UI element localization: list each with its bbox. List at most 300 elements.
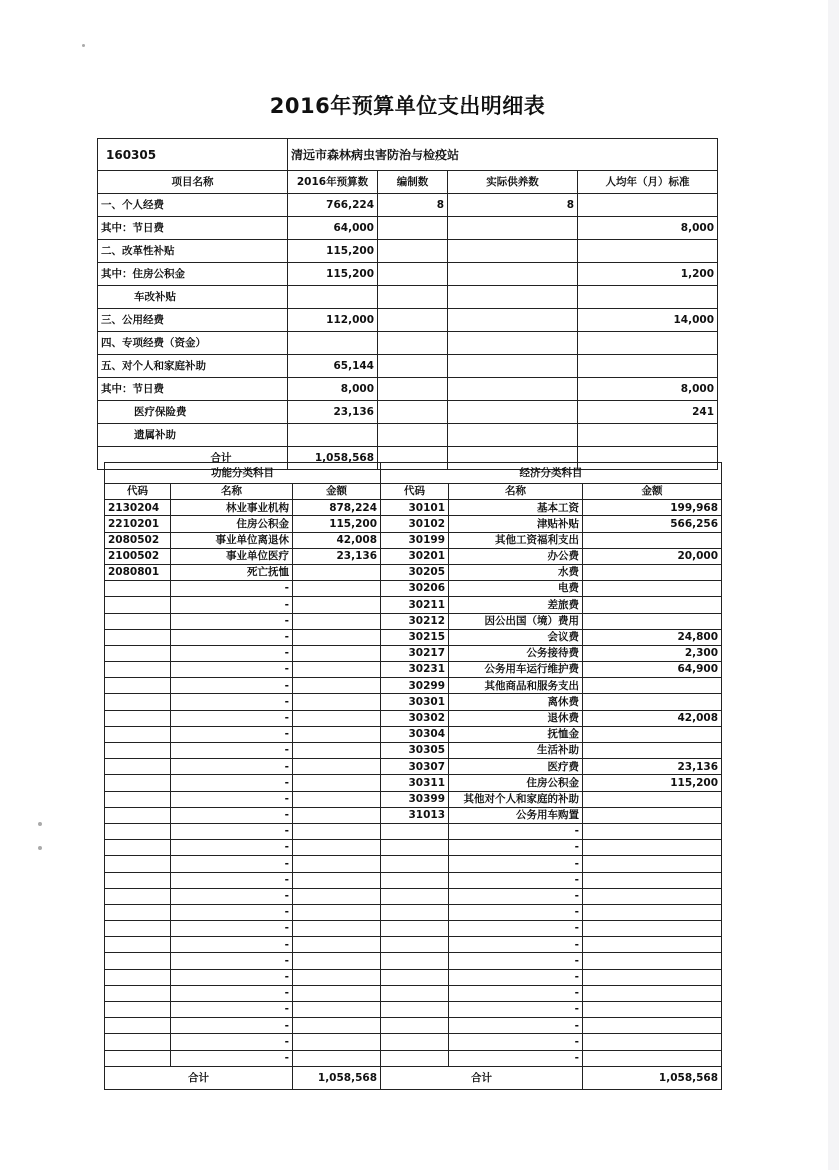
functional-code	[105, 1034, 171, 1050]
economic-amount	[583, 856, 722, 872]
economic-name: 抚恤金	[449, 726, 583, 742]
economic-amount-header: 金额	[583, 484, 722, 500]
staff-count	[378, 355, 448, 378]
functional-name: 死亡抚恤	[171, 564, 293, 580]
table-row	[105, 1034, 722, 1050]
functional-code	[105, 807, 171, 823]
per-capita-standard: 14,000	[578, 309, 718, 332]
budget-amount: 112,000	[288, 309, 378, 332]
actual-count	[448, 332, 578, 355]
per-capita-standard	[578, 240, 718, 263]
functional-code: 2080502	[105, 532, 171, 548]
actual-count	[448, 217, 578, 240]
functional-amount	[293, 564, 381, 580]
staff-count	[378, 240, 448, 263]
item-name: 其中：节日费	[98, 217, 288, 240]
functional-name: -	[171, 662, 293, 678]
economic-code: 30217	[381, 645, 449, 661]
economic-name: 津贴补贴	[449, 516, 583, 532]
detail-total-row	[105, 1066, 722, 1089]
economic-amount	[583, 823, 722, 839]
functional-amount	[293, 807, 381, 823]
economic-name: -	[449, 856, 583, 872]
economic-code	[381, 1018, 449, 1034]
functional-name: -	[171, 840, 293, 856]
economic-code	[381, 872, 449, 888]
economic-code	[381, 840, 449, 856]
table-row	[105, 629, 722, 645]
actual-count	[448, 424, 578, 447]
functional-name: -	[171, 937, 293, 953]
economic-code	[381, 856, 449, 872]
table-row	[105, 645, 722, 661]
economic-amount: 23,136	[583, 759, 722, 775]
functional-name: -	[171, 645, 293, 661]
summary-row	[98, 240, 718, 263]
table-row	[105, 581, 722, 597]
economic-code: 30311	[381, 775, 449, 791]
economic-code: 30302	[381, 710, 449, 726]
functional-amount	[293, 629, 381, 645]
summary-total-amount: 1,058,568	[288, 447, 378, 470]
economic-total-label: 合计	[381, 1066, 583, 1089]
economic-amount	[583, 694, 722, 710]
functional-code	[105, 856, 171, 872]
economic-amount	[583, 807, 722, 823]
economic-code	[381, 1050, 449, 1066]
economic-name: -	[449, 872, 583, 888]
functional-amount	[293, 888, 381, 904]
functional-amount	[293, 969, 381, 985]
functional-code	[105, 840, 171, 856]
header-item-name: 项目名称	[98, 171, 288, 194]
economic-name: -	[449, 823, 583, 839]
budget-amount	[288, 424, 378, 447]
functional-name: -	[171, 759, 293, 775]
item-name: 车改补贴	[98, 286, 288, 309]
economic-amount	[583, 969, 722, 985]
table-row	[105, 1018, 722, 1034]
functional-name: -	[171, 678, 293, 694]
unit-name: 清远市森林病虫害防治与检疫站	[288, 139, 718, 171]
economic-name: 差旅费	[449, 597, 583, 613]
economic-name: 电费	[449, 581, 583, 597]
table-row	[105, 678, 722, 694]
summary-row	[98, 309, 718, 332]
economic-code: 30305	[381, 743, 449, 759]
economic-code: 30206	[381, 581, 449, 597]
header-actual: 实际供养数	[448, 171, 578, 194]
economic-name: 退休费	[449, 710, 583, 726]
economic-code	[381, 904, 449, 920]
staff-count	[378, 401, 448, 424]
per-capita-standard: 8,000	[578, 378, 718, 401]
actual-count	[448, 263, 578, 286]
economic-name-header: 名称	[449, 484, 583, 500]
table-row	[105, 597, 722, 613]
functional-code	[105, 1018, 171, 1034]
economic-name: 离休费	[449, 694, 583, 710]
economic-amount	[583, 678, 722, 694]
economic-name: -	[449, 1002, 583, 1018]
functional-total-label: 合计	[105, 1066, 293, 1089]
functional-code: 2130204	[105, 500, 171, 516]
functional-code	[105, 694, 171, 710]
economic-code: 30199	[381, 532, 449, 548]
functional-code	[105, 953, 171, 969]
budget-amount: 65,144	[288, 355, 378, 378]
economic-name: -	[449, 1050, 583, 1066]
economic-amount	[583, 872, 722, 888]
summary-row	[98, 263, 718, 286]
economic-name: 水费	[449, 564, 583, 580]
functional-amount	[293, 743, 381, 759]
table-row	[105, 921, 722, 937]
functional-amount	[293, 904, 381, 920]
section-header-row	[105, 463, 722, 484]
functional-amount	[293, 823, 381, 839]
economic-amount	[583, 888, 722, 904]
functional-amount	[293, 759, 381, 775]
functional-name: -	[171, 597, 293, 613]
economic-section-header: 经济分类科目	[381, 463, 722, 484]
functional-code	[105, 921, 171, 937]
budget-amount	[288, 332, 378, 355]
staff-count	[378, 309, 448, 332]
functional-amount	[293, 775, 381, 791]
economic-amount	[583, 921, 722, 937]
economic-name: 公务用车购置	[449, 807, 583, 823]
summary-row	[98, 286, 718, 309]
table-row	[105, 823, 722, 839]
economic-amount	[583, 904, 722, 920]
economic-name: -	[449, 904, 583, 920]
economic-name: 基本工资	[449, 500, 583, 516]
summary-row	[98, 424, 718, 447]
economic-amount: 199,968	[583, 500, 722, 516]
item-name: 其中：住房公积金	[98, 263, 288, 286]
functional-name: -	[171, 807, 293, 823]
table-row	[105, 759, 722, 775]
table-row	[105, 500, 722, 516]
scan-speck	[38, 822, 42, 826]
economic-code: 30101	[381, 500, 449, 516]
table-row	[105, 985, 722, 1001]
economic-amount	[583, 985, 722, 1001]
table-row	[105, 1050, 722, 1066]
economic-code	[381, 985, 449, 1001]
actual-count: 8	[448, 194, 578, 217]
economic-name: 办公费	[449, 548, 583, 564]
functional-name: -	[171, 823, 293, 839]
functional-amount	[293, 710, 381, 726]
economic-code-header: 代码	[381, 484, 449, 500]
per-capita-standard	[578, 332, 718, 355]
economic-name: 会议费	[449, 629, 583, 645]
functional-code	[105, 904, 171, 920]
table-row	[105, 548, 722, 564]
economic-code: 31013	[381, 807, 449, 823]
table-row	[105, 516, 722, 532]
budget-amount: 115,200	[288, 240, 378, 263]
budget-amount: 766,224	[288, 194, 378, 217]
economic-code	[381, 969, 449, 985]
economic-total-amount: 1,058,568	[583, 1066, 722, 1089]
economic-code	[381, 823, 449, 839]
summary-row	[98, 401, 718, 424]
staff-count	[378, 217, 448, 240]
budget-amount: 8,000	[288, 378, 378, 401]
economic-name: -	[449, 1034, 583, 1050]
functional-code	[105, 662, 171, 678]
economic-name: 医疗费	[449, 759, 583, 775]
economic-amount	[583, 1002, 722, 1018]
staff-count: 8	[378, 194, 448, 217]
functional-amount	[293, 985, 381, 1001]
item-name: 医疗保险费	[98, 401, 288, 424]
economic-amount: 64,900	[583, 662, 722, 678]
economic-amount	[583, 581, 722, 597]
economic-name: -	[449, 840, 583, 856]
functional-code	[105, 597, 171, 613]
table-row	[105, 953, 722, 969]
functional-code	[105, 581, 171, 597]
economic-amount	[583, 564, 722, 580]
economic-amount: 24,800	[583, 629, 722, 645]
functional-name: 住房公积金	[171, 516, 293, 532]
economic-code: 30231	[381, 662, 449, 678]
actual-count	[448, 378, 578, 401]
functional-amount-header: 金额	[293, 484, 381, 500]
economic-code: 30102	[381, 516, 449, 532]
budget-summary-table	[97, 138, 718, 470]
per-capita-standard: 241	[578, 401, 718, 424]
functional-code	[105, 775, 171, 791]
item-name: 一、个人经费	[98, 194, 288, 217]
per-capita-standard: 1,200	[578, 263, 718, 286]
functional-name: -	[171, 743, 293, 759]
economic-code	[381, 937, 449, 953]
table-row	[105, 613, 722, 629]
functional-name: -	[171, 613, 293, 629]
actual-count	[448, 240, 578, 263]
economic-amount	[583, 791, 722, 807]
functional-amount: 42,008	[293, 532, 381, 548]
table-row	[105, 840, 722, 856]
staff-count	[378, 424, 448, 447]
functional-name: -	[171, 985, 293, 1001]
functional-name: -	[171, 888, 293, 904]
per-capita-standard	[578, 355, 718, 378]
functional-name: 事业单位医疗	[171, 548, 293, 564]
table-row	[105, 904, 722, 920]
functional-name: -	[171, 726, 293, 742]
functional-amount	[293, 1002, 381, 1018]
per-capita-standard	[578, 286, 718, 309]
economic-name: 其他对个人和家庭的补助	[449, 791, 583, 807]
economic-code: 30211	[381, 597, 449, 613]
summary-total-label: 合计	[98, 447, 288, 470]
functional-amount	[293, 872, 381, 888]
actual-count	[448, 355, 578, 378]
economic-amount	[583, 1050, 722, 1066]
functional-name: -	[171, 629, 293, 645]
functional-name: -	[171, 1034, 293, 1050]
functional-code	[105, 969, 171, 985]
budget-amount: 23,136	[288, 401, 378, 424]
functional-name: -	[171, 791, 293, 807]
functional-amount	[293, 1050, 381, 1066]
functional-code	[105, 1050, 171, 1066]
functional-code	[105, 678, 171, 694]
per-capita-standard	[578, 194, 718, 217]
economic-name: 生活补助	[449, 743, 583, 759]
item-name: 遗属补助	[98, 424, 288, 447]
functional-name: -	[171, 1002, 293, 1018]
table-row	[105, 888, 722, 904]
functional-amount	[293, 645, 381, 661]
table-row	[105, 791, 722, 807]
functional-amount	[293, 597, 381, 613]
table-row	[105, 694, 722, 710]
functional-amount: 878,224	[293, 500, 381, 516]
economic-name: 其他商品和服务支出	[449, 678, 583, 694]
economic-amount	[583, 1018, 722, 1034]
per-capita-standard	[578, 424, 718, 447]
page-title: 2016年预算单位支出明细表	[269, 94, 546, 118]
table-row	[105, 662, 722, 678]
functional-name: -	[171, 581, 293, 597]
functional-amount	[293, 1018, 381, 1034]
item-name: 其中：节日费	[98, 378, 288, 401]
economic-code: 30205	[381, 564, 449, 580]
summary-row	[98, 378, 718, 401]
functional-section-header: 功能分类科目	[105, 463, 381, 484]
functional-name: 事业单位离退休	[171, 532, 293, 548]
functional-name-header: 名称	[171, 484, 293, 500]
economic-amount	[583, 743, 722, 759]
economic-code: 30301	[381, 694, 449, 710]
functional-code-header: 代码	[105, 484, 171, 500]
economic-name: 公务用车运行维护费	[449, 662, 583, 678]
staff-count	[378, 286, 448, 309]
sub-header-row	[105, 484, 722, 500]
functional-amount	[293, 662, 381, 678]
functional-code	[105, 791, 171, 807]
economic-name: 因公出国（境）费用	[449, 613, 583, 629]
staff-count	[378, 263, 448, 286]
economic-amount: 42,008	[583, 710, 722, 726]
functional-name: 林业事业机构	[171, 500, 293, 516]
unit-row	[98, 139, 718, 171]
actual-count	[448, 401, 578, 424]
economic-code	[381, 888, 449, 904]
economic-code: 30399	[381, 791, 449, 807]
economic-amount	[583, 597, 722, 613]
economic-name: -	[449, 937, 583, 953]
functional-amount: 115,200	[293, 516, 381, 532]
table-row	[105, 856, 722, 872]
summary-row	[98, 194, 718, 217]
budget-amount	[288, 286, 378, 309]
functional-code	[105, 937, 171, 953]
header-staff: 编制数	[378, 171, 448, 194]
economic-name: 其他工资福利支出	[449, 532, 583, 548]
per-capita-standard: 8,000	[578, 217, 718, 240]
functional-name: -	[171, 710, 293, 726]
economic-name: -	[449, 888, 583, 904]
economic-code: 30215	[381, 629, 449, 645]
scan-speck	[82, 44, 85, 47]
table-row	[105, 1002, 722, 1018]
economic-code: 30212	[381, 613, 449, 629]
functional-name: -	[171, 775, 293, 791]
functional-code: 2210201	[105, 516, 171, 532]
header-standard: 人均年（月）标准	[578, 171, 718, 194]
summary-row	[98, 217, 718, 240]
table-row	[105, 710, 722, 726]
functional-amount	[293, 581, 381, 597]
functional-name: -	[171, 904, 293, 920]
functional-code	[105, 759, 171, 775]
economic-code	[381, 953, 449, 969]
functional-name: -	[171, 921, 293, 937]
functional-amount	[293, 791, 381, 807]
functional-code	[105, 743, 171, 759]
item-name: 四、专项经费（资金）	[98, 332, 288, 355]
economic-name: -	[449, 953, 583, 969]
economic-code: 30299	[381, 678, 449, 694]
header-budget: 2016年预算数	[288, 171, 378, 194]
functional-code	[105, 1002, 171, 1018]
economic-name: -	[449, 985, 583, 1001]
economic-amount	[583, 840, 722, 856]
economic-amount	[583, 613, 722, 629]
table-row	[105, 726, 722, 742]
economic-name: 住房公积金	[449, 775, 583, 791]
functional-code	[105, 710, 171, 726]
table-row	[105, 532, 722, 548]
functional-code: 2080801	[105, 564, 171, 580]
functional-name: -	[171, 969, 293, 985]
functional-code: 2100502	[105, 548, 171, 564]
table-row	[105, 564, 722, 580]
functional-code	[105, 888, 171, 904]
functional-code	[105, 629, 171, 645]
functional-code	[105, 872, 171, 888]
functional-amount	[293, 613, 381, 629]
functional-amount	[293, 937, 381, 953]
economic-name: -	[449, 1018, 583, 1034]
staff-count	[378, 378, 448, 401]
functional-code	[105, 823, 171, 839]
budget-amount: 64,000	[288, 217, 378, 240]
table-row	[105, 937, 722, 953]
functional-amount	[293, 953, 381, 969]
functional-total-amount: 1,058,568	[293, 1066, 381, 1089]
table-row	[105, 775, 722, 791]
functional-name: -	[171, 953, 293, 969]
economic-code: 30304	[381, 726, 449, 742]
functional-amount	[293, 856, 381, 872]
functional-amount: 23,136	[293, 548, 381, 564]
item-name: 二、改革性补贴	[98, 240, 288, 263]
table-row	[105, 807, 722, 823]
budget-amount: 115,200	[288, 263, 378, 286]
functional-code	[105, 613, 171, 629]
functional-name: -	[171, 856, 293, 872]
economic-code: 30201	[381, 548, 449, 564]
